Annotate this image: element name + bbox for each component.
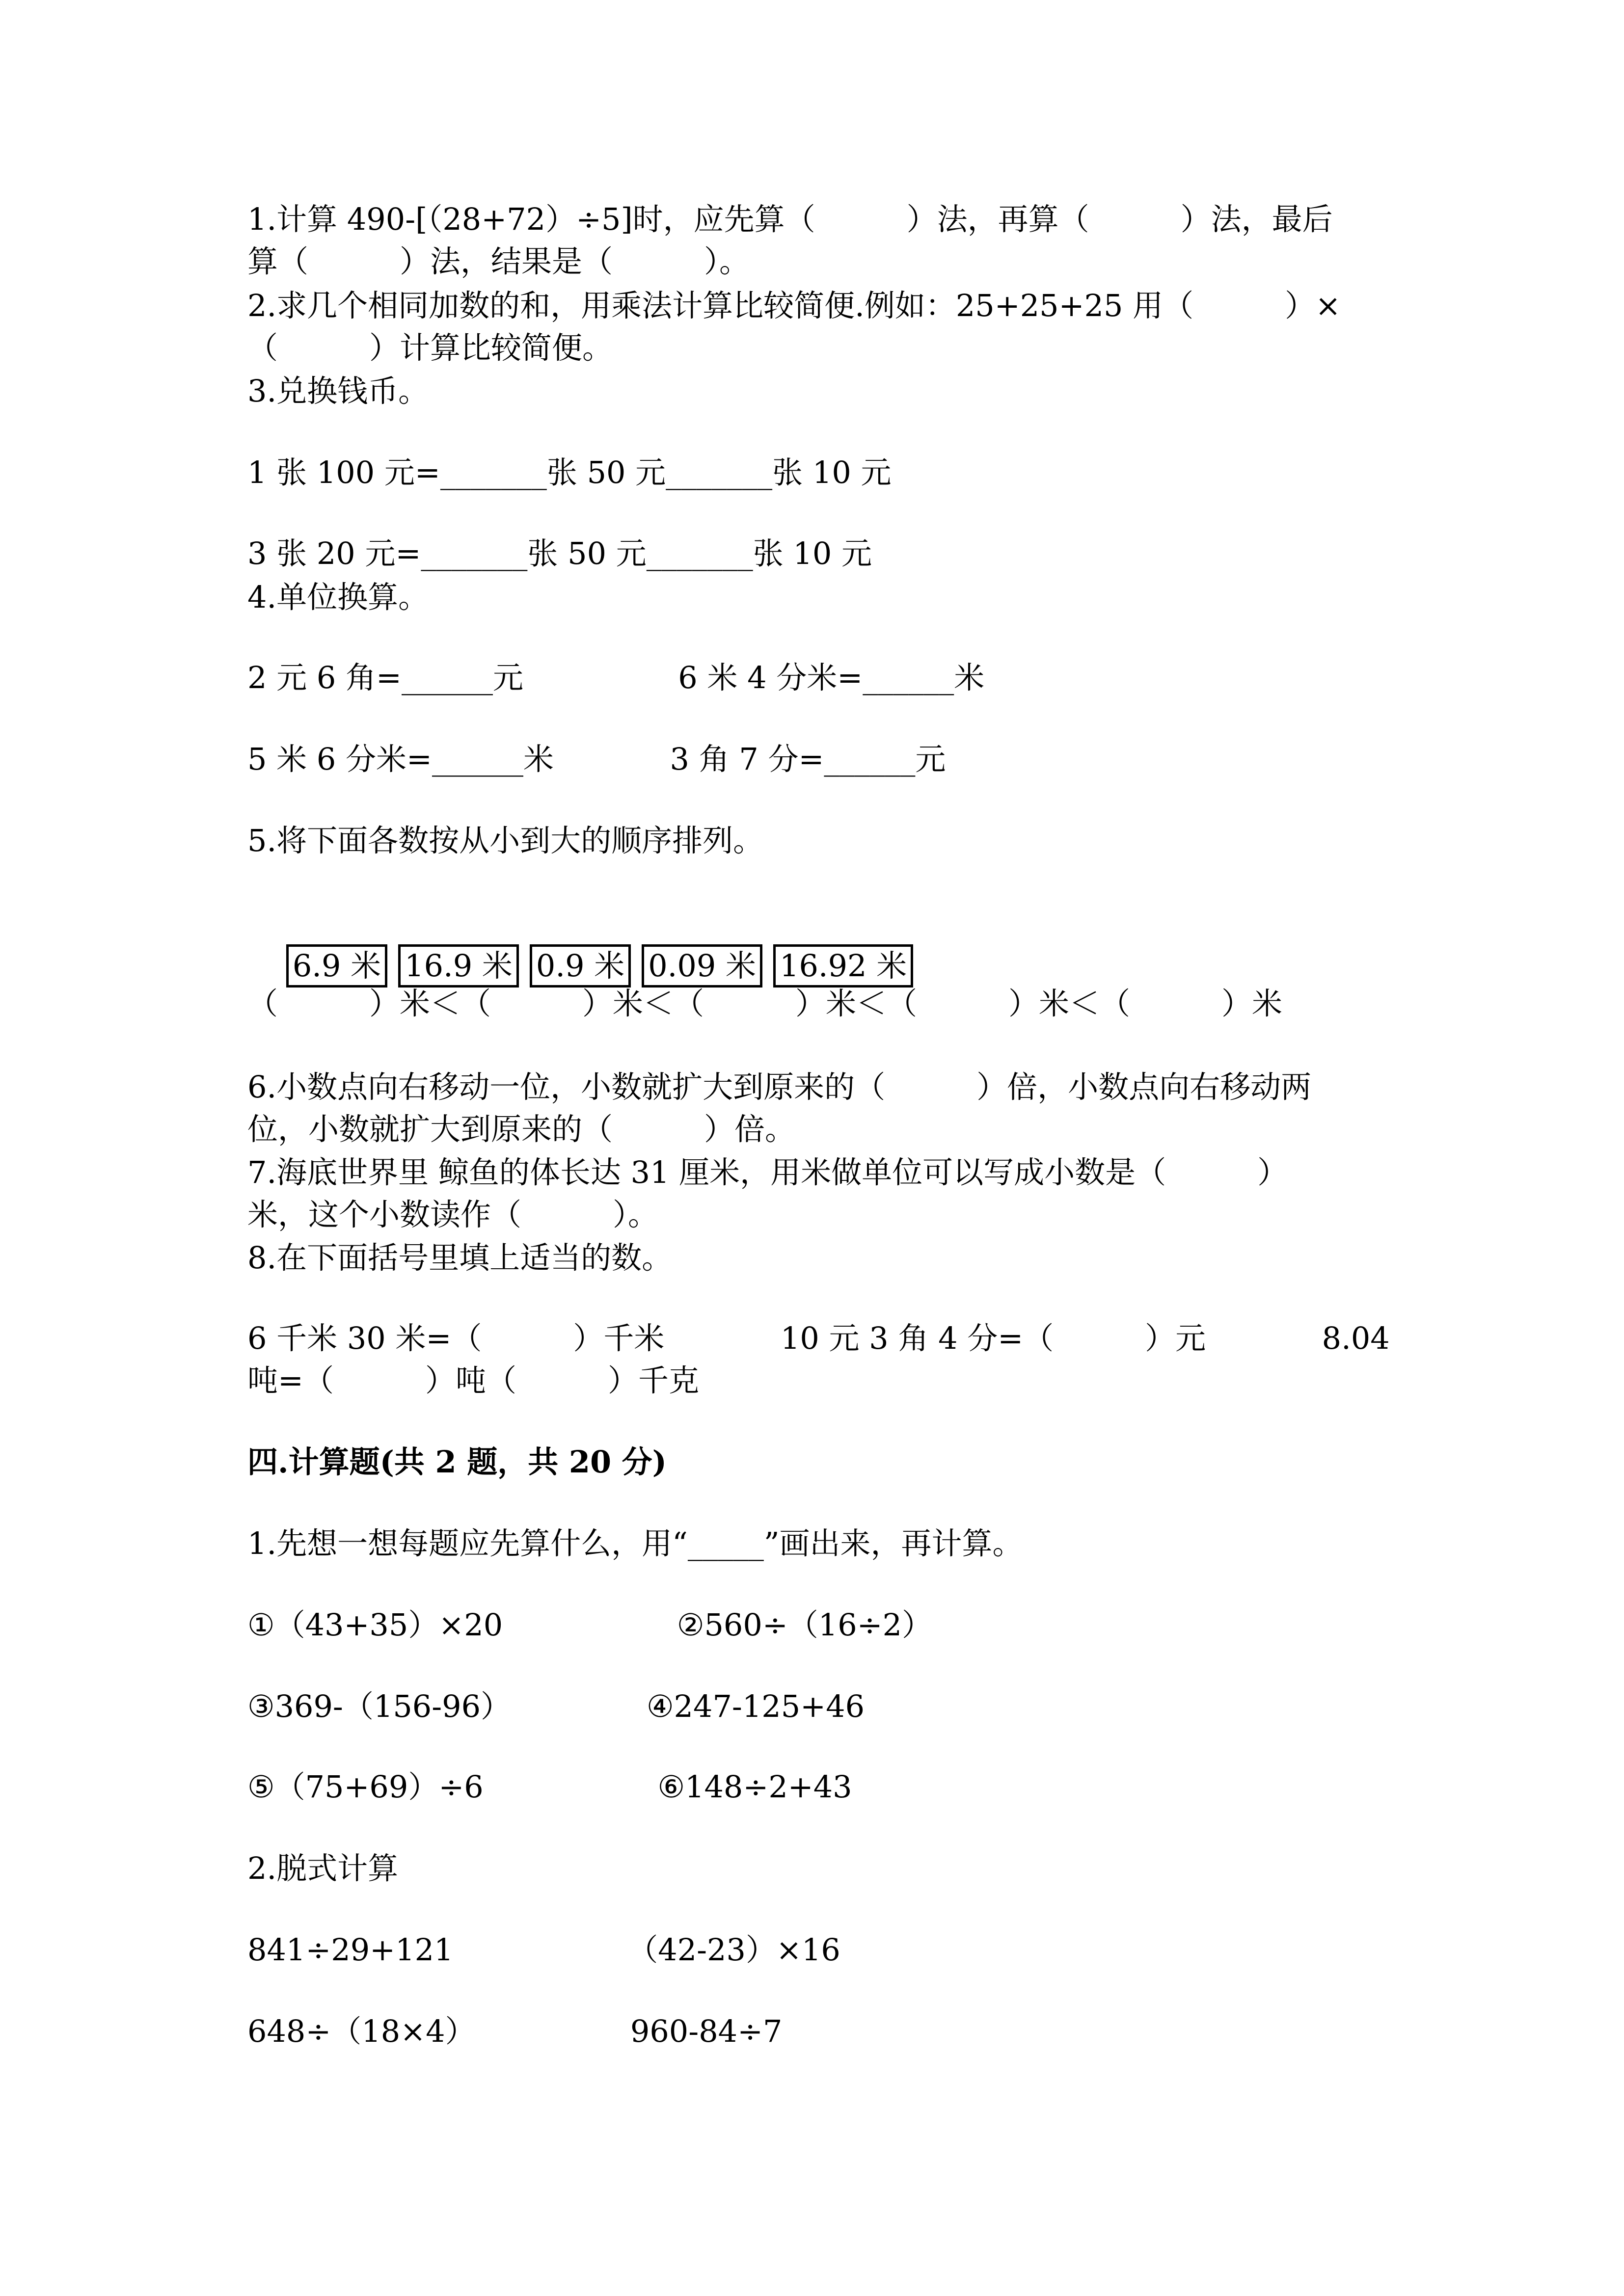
question-5-title: 5.将下面各数按从小到大的顺序排列。 bbox=[247, 823, 764, 858]
question-6-line-2: 位，小数就扩大到原来的（ ）倍。 bbox=[247, 1111, 796, 1147]
calc-question-1-row-3: ⑤（75+69）÷6 ⑥148÷2+43 bbox=[247, 1769, 852, 1805]
section-4-heading: 四.计算题(共 2 题，共 20 分) bbox=[247, 1444, 667, 1480]
question-1-line-1: 1.计算 490-[（28+72）÷5]时，应先算（ ）法，再算（ ）法，最后 bbox=[247, 201, 1333, 237]
question-8-row-1: 6 千米 30 米=（ ）千米 10 元 3 角 4 分=（ ）元 8.04 bbox=[247, 1320, 1390, 1356]
question-2-line-1: 2.求几个相同加数的和，用乘法计算比较简便.例如：25+25+25 用（ ）× bbox=[247, 288, 1341, 323]
number-box: 16.9 米 bbox=[398, 944, 519, 988]
question-7-line-2: 米，这个小数读作（ ）。 bbox=[247, 1197, 659, 1232]
question-3-title: 3.兑换钱币。 bbox=[247, 373, 429, 409]
question-4-row-1: 2 元 6 角=______元 6 米 4 分米=______米 bbox=[247, 660, 985, 695]
question-3-row-1: 1 张 100 元=_______张 50 元_______张 10 元 bbox=[247, 454, 892, 490]
number-box: 16.92 米 bbox=[773, 944, 913, 988]
question-3-row-2: 3 张 20 元=_______张 50 元_______张 10 元 bbox=[247, 535, 872, 571]
calc-question-1-row-1: ①（43+35）×20 ②560÷（16÷2） bbox=[247, 1607, 933, 1643]
question-8-row-2: 吨=（ ）吨（ ）千克 bbox=[247, 1362, 699, 1398]
calc-question-2-row-1: 841÷29+121 （42-23）×16 bbox=[247, 1932, 840, 1968]
question-1-line-2: 算（ ）法，结果是（ ）。 bbox=[247, 243, 750, 279]
number-box: 6.9 米 bbox=[286, 944, 387, 988]
calc-question-1-title: 1.先想一想每题应先算什么，用“_____”画出来，再计算。 bbox=[247, 1525, 1023, 1561]
question-4-title: 4.单位换算。 bbox=[247, 579, 429, 615]
question-8-title: 8.在下面括号里填上适当的数。 bbox=[247, 1240, 673, 1276]
calc-question-2-row-2: 648÷（18×4） 960-84÷7 bbox=[247, 2013, 783, 2049]
question-6-line-1: 6.小数点向右移动一位，小数就扩大到原来的（ ）倍，小数点向右移动两 bbox=[247, 1069, 1312, 1105]
question-5-answer-row: （ ）米＜（ ）米＜（ ）米＜（ ）米＜（ ）米 bbox=[247, 986, 1283, 1021]
number-box: 0.9 米 bbox=[530, 944, 631, 988]
question-5-number-boxes bbox=[247, 900, 924, 984]
calc-question-1-row-2: ③369-（156-96） ④247-125+46 bbox=[247, 1688, 865, 1724]
question-4-row-2: 5 米 6 分米=______米 3 角 7 分=______元 bbox=[247, 741, 946, 777]
number-box: 0.09 米 bbox=[642, 944, 762, 988]
calc-question-2-title: 2.脱式计算 bbox=[247, 1850, 399, 1886]
question-7-line-1: 7.海底世界里 鲸鱼的体长达 31 厘米，用米做单位可以写成小数是（ ） bbox=[247, 1154, 1288, 1190]
question-2-line-2: （ ）计算比较简便。 bbox=[247, 330, 613, 366]
